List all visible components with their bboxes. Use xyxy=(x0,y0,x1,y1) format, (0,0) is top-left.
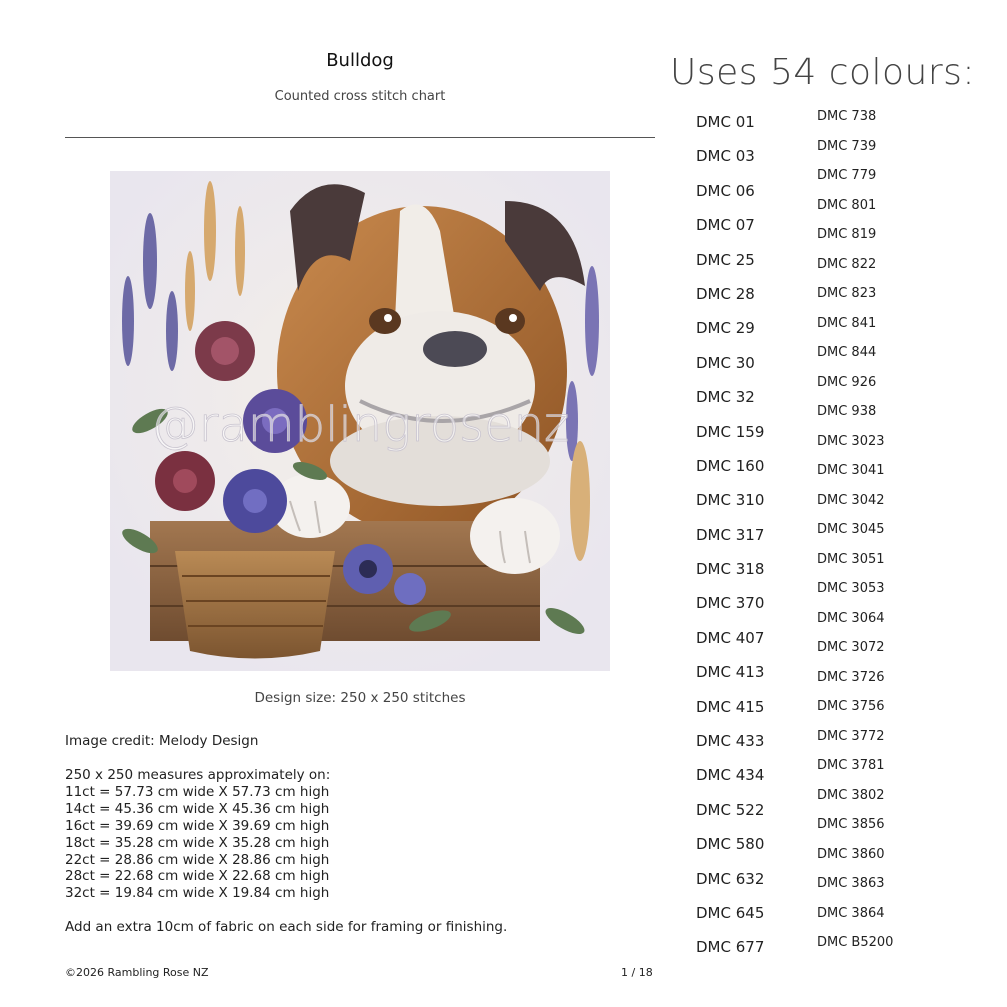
measure-line: 18ct = 35.28 cm wide X 35.28 cm high xyxy=(65,834,330,851)
extra-fabric-note: Add an extra 10cm of fabric on each side for framing or finishing. xyxy=(65,919,508,935)
colours-heading: Uses 54 colours: xyxy=(670,52,976,93)
colour-item: DMC 841 xyxy=(817,315,877,331)
colour-item: DMC 926 xyxy=(817,374,877,390)
colour-item: DMC 844 xyxy=(817,345,877,360)
colour-item: DMC B5200 xyxy=(817,935,894,950)
colour-item: DMC 159 xyxy=(696,422,765,441)
colour-item: DMC 580 xyxy=(696,835,765,854)
colour-item: DMC 3756 xyxy=(817,699,885,714)
colour-item: DMC 433 xyxy=(696,732,765,751)
design-preview-image xyxy=(110,171,610,671)
colour-item: DMC 522 xyxy=(696,800,765,819)
colour-item: DMC 739 xyxy=(817,138,877,154)
colour-item: DMC 3045 xyxy=(817,522,885,537)
colour-item: DMC 3023 xyxy=(817,433,885,449)
measure-line: 11ct = 57.73 cm wide X 57.73 cm high xyxy=(65,783,330,800)
colour-item: DMC 25 xyxy=(696,250,755,269)
watermark-text: @ramblingrosenz xyxy=(150,397,570,453)
measure-line: 28ct = 22.68 cm wide X 22.68 cm high xyxy=(65,868,330,885)
colour-item: DMC 413 xyxy=(696,663,765,682)
chart-title: Bulldog xyxy=(326,50,394,71)
design-size-label: Design size: 250 x 250 stitches xyxy=(254,690,466,706)
colour-item: DMC 823 xyxy=(817,286,877,301)
measure-line: 32ct = 19.84 cm wide X 19.84 cm high xyxy=(65,885,330,902)
colour-list-column-2 xyxy=(817,109,893,965)
colour-item: DMC 06 xyxy=(696,181,755,200)
colour-item: DMC 407 xyxy=(696,628,765,647)
colour-item: DMC 3072 xyxy=(817,640,885,655)
colour-item: DMC 03 xyxy=(696,147,755,166)
colour-item: DMC 3864 xyxy=(817,905,885,921)
colour-list-column-1 xyxy=(696,113,764,973)
colour-item: DMC 01 xyxy=(696,113,755,131)
colour-item: DMC 318 xyxy=(696,560,765,579)
image-credit: Image credit: Melody Design xyxy=(65,733,259,749)
colour-item: DMC 415 xyxy=(696,697,765,716)
colour-item: DMC 30 xyxy=(696,353,755,372)
colour-item: DMC 645 xyxy=(696,903,765,922)
colour-item: DMC 677 xyxy=(696,938,765,957)
colour-item: DMC 317 xyxy=(696,525,765,544)
colour-item: DMC 28 xyxy=(696,284,755,303)
colour-item: DMC 29 xyxy=(696,319,755,338)
measure-line: 14ct = 45.36 cm wide X 45.36 cm high xyxy=(65,800,330,817)
colour-item: DMC 32 xyxy=(696,388,755,407)
colour-item: DMC 370 xyxy=(696,594,765,613)
measure-line: 16ct = 39.69 cm wide X 39.69 cm high xyxy=(65,817,330,834)
colour-item: DMC 07 xyxy=(696,216,755,235)
colour-item: DMC 3772 xyxy=(817,728,885,744)
colour-item: DMC 779 xyxy=(817,168,877,183)
colour-item: DMC 3041 xyxy=(817,463,885,478)
colour-item: DMC 3064 xyxy=(817,610,885,626)
measures-intro: 250 x 250 measures approximately on: xyxy=(65,767,331,783)
colour-item: DMC 738 xyxy=(817,109,877,124)
colour-item: DMC 938 xyxy=(817,404,877,419)
footer-page-number: 1 / 18 xyxy=(621,966,653,979)
colour-item: DMC 3856 xyxy=(817,817,885,832)
colour-item: DMC 3781 xyxy=(817,758,885,773)
colour-item: DMC 160 xyxy=(696,456,765,475)
colour-item: DMC 434 xyxy=(696,766,765,785)
colour-item: DMC 819 xyxy=(817,227,877,242)
fabric-measures xyxy=(65,767,330,902)
footer-copyright: ©2026 Rambling Rose NZ xyxy=(65,966,209,979)
colour-item: DMC 310 xyxy=(696,491,765,510)
colour-item: DMC 3042 xyxy=(817,492,885,508)
colour-item: DMC 822 xyxy=(817,256,877,272)
colour-item: DMC 3051 xyxy=(817,551,885,567)
colour-item: DMC 3726 xyxy=(817,669,885,685)
colour-item: DMC 3863 xyxy=(817,876,885,891)
divider xyxy=(65,137,655,138)
colour-item: DMC 3802 xyxy=(817,787,885,803)
measure-line: 22ct = 28.86 cm wide X 28.86 cm high xyxy=(65,851,330,868)
chart-subtitle: Counted cross stitch chart xyxy=(274,89,446,104)
colour-item: DMC 3053 xyxy=(817,581,885,596)
colour-item: DMC 3860 xyxy=(817,846,885,862)
colour-item: DMC 801 xyxy=(817,197,877,213)
colour-item: DMC 632 xyxy=(696,869,765,888)
